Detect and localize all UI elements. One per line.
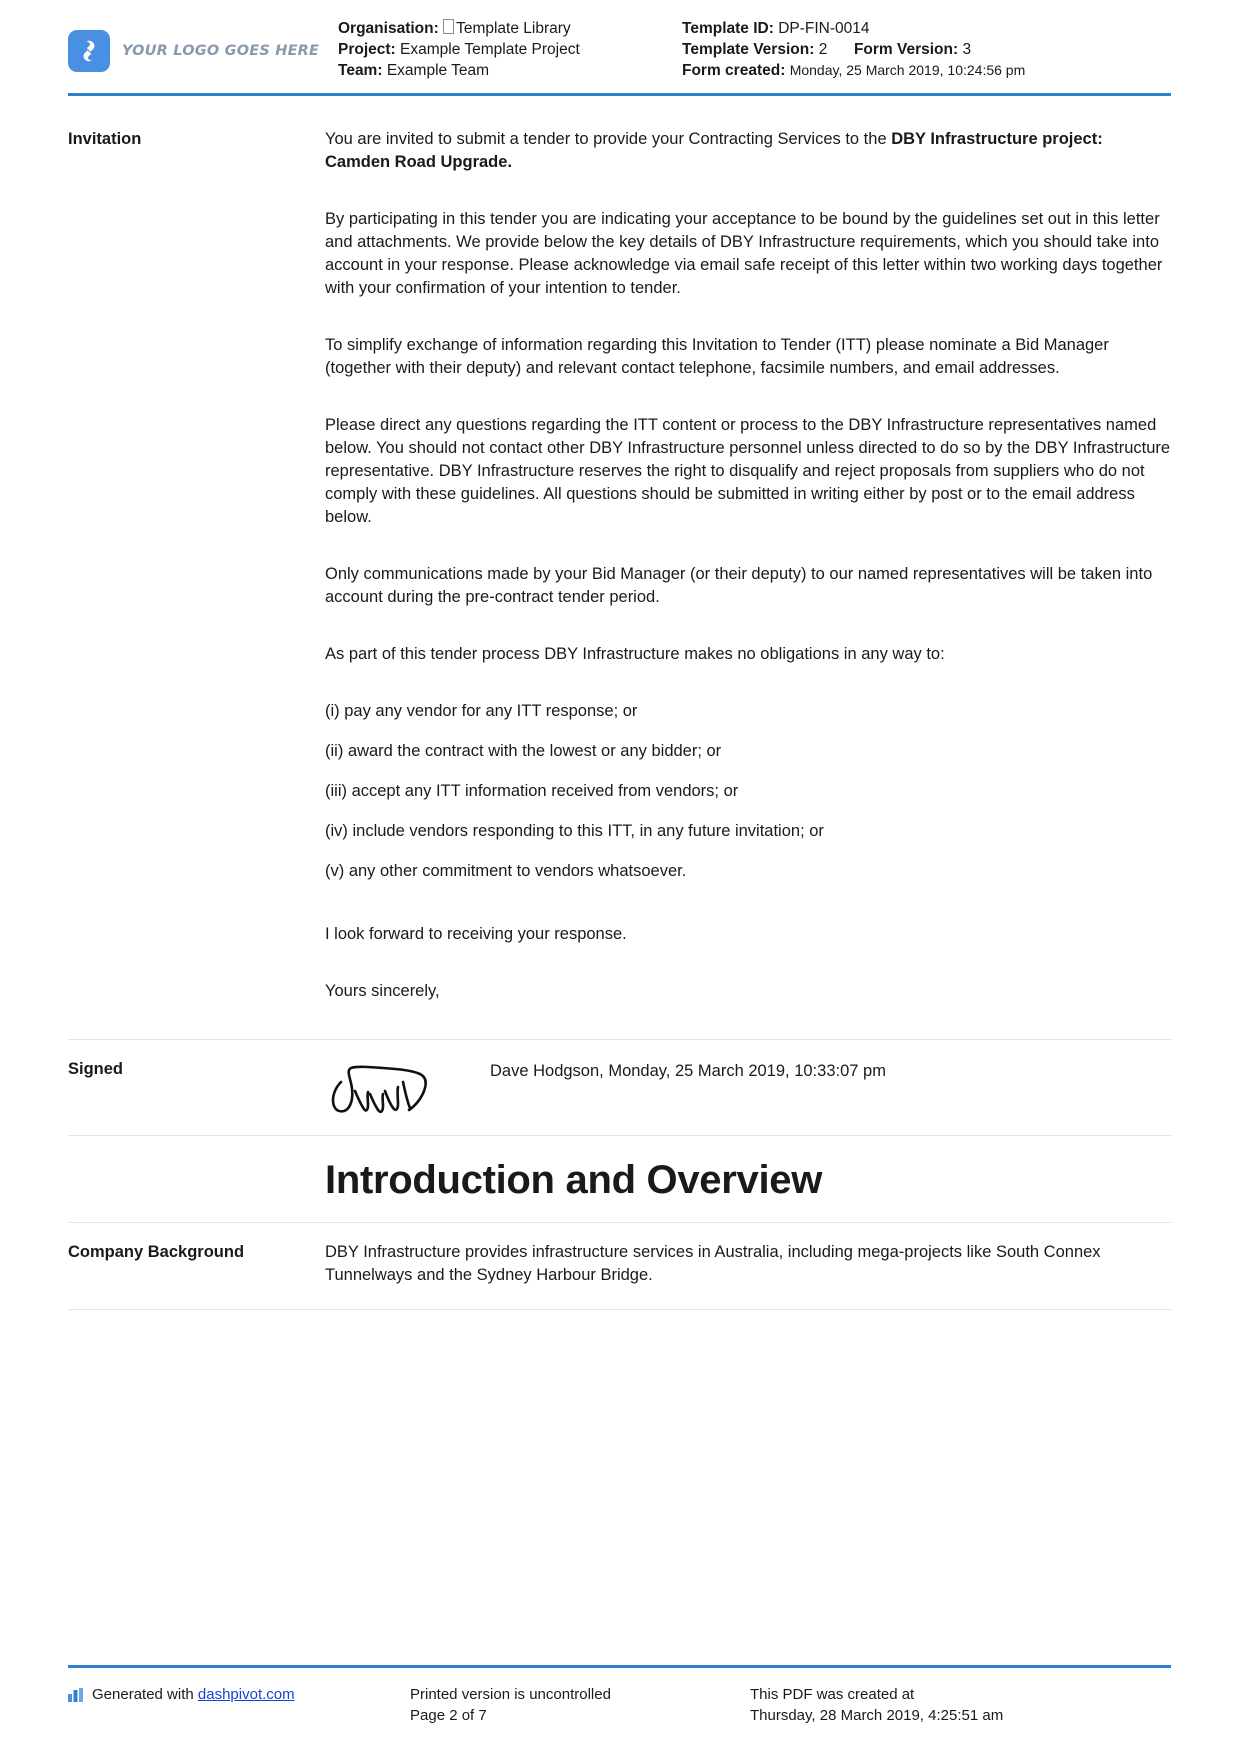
header-meta-right <box>682 18 1171 81</box>
company-background-label: Company Background <box>68 1243 245 1261</box>
bar-chart-icon <box>68 1687 84 1708</box>
form-created-line <box>682 60 1171 81</box>
project-value: Example Template Project <box>400 41 580 58</box>
template-id-value: DP-FIN-0014 <box>778 20 870 37</box>
footer-created-line-1: This PDF was created at <box>750 1686 915 1703</box>
footer-generated-with <box>68 1684 410 1726</box>
dashpivot-s-logo-icon <box>68 30 110 72</box>
footer-generated-text <box>92 1684 295 1705</box>
page-title: Introduction and Overview <box>325 1158 823 1202</box>
template-id-line <box>682 18 1171 39</box>
invitation-paragraph-5: Only communications made by your Bid Manager (or their deputy) to our named representatives will be taken into account during the pre-contract tender period. <box>325 565 1153 606</box>
footer-columns <box>68 1684 1171 1726</box>
header-meta-left <box>338 18 682 81</box>
footer-page-number: Page 2 of 7 <box>410 1707 487 1724</box>
organisation-value: Template Library <box>456 20 571 37</box>
footer-generated-prefix: Generated with <box>92 1686 198 1703</box>
document-header <box>68 0 1171 93</box>
invitation-paragraph-6: As part of this tender process DBY Infrastructure makes no obligations in any way to: <box>325 645 945 663</box>
team-label: Team: <box>338 62 383 79</box>
overview-heading-spacer <box>68 1156 325 1204</box>
company-background-body <box>325 1241 1171 1287</box>
organisation-line <box>338 18 682 39</box>
signed-label: Signed <box>68 1060 124 1078</box>
invitation-closing: Yours sincerely, <box>325 982 440 1000</box>
invitation-paragraph-1 <box>325 128 1171 174</box>
document-footer <box>68 1665 1171 1726</box>
template-id-label: Template ID: <box>682 20 774 37</box>
invitation-paragraph-3: To simplify exchange of information regarding this Invitation to Tender (ITT) please nominate a Bid Manager (together with their deputy) and relevant contact telephone, facsimile numbers, and email addresses. <box>325 336 1109 377</box>
handwritten-signature-icon <box>325 1058 490 1125</box>
missing-glyph-icon <box>443 19 454 34</box>
overview-heading-row <box>68 1136 1171 1222</box>
footer-created-line-2: Thursday, 28 March 2019, 4:25:51 am <box>750 1707 1004 1724</box>
footer-printed-line-1: Printed version is uncontrolled <box>410 1686 611 1703</box>
invitation-section <box>68 96 1171 1039</box>
invitation-paragraph-4: Please direct any questions regarding the ITT content or process to the DBY Infrastructure representatives named below. You should not contact other DBY Infrastructure personnel unless directed to do so by the DBY Infrastructure representative. DBY Infrastructure reserves the right to disqualify and reject proposals from suppliers who do not comply with these guidelines. All questions should be submitted in writing either by post or to the email address below. <box>325 416 1171 526</box>
footer-created-info <box>750 1684 1171 1726</box>
template-version-label: Template Version: <box>682 41 815 58</box>
obligation-item: (iv) include vendors responding to this ITT, in any future invitation; or <box>325 822 824 840</box>
version-line <box>682 39 1171 60</box>
form-version-value: 3 <box>962 41 972 58</box>
invitation-para1-bold: DBY Infrastructure project: Camden Road Upgrade. <box>325 130 1103 171</box>
obligation-item: (iii) accept any ITT information received from vendors; or <box>325 782 739 800</box>
obligation-item: (i) pay any vendor for any ITT response; or <box>325 702 638 720</box>
logo-block <box>68 18 338 72</box>
signed-section <box>68 1040 1171 1135</box>
organisation-label: Organisation: <box>338 20 439 37</box>
dashpivot-link[interactable]: dashpivot.com <box>197 1686 295 1703</box>
footer-divider <box>68 1665 1171 1668</box>
form-version-label: Form Version: <box>853 41 959 58</box>
project-line <box>338 39 682 60</box>
invitation-paragraph-2: By participating in this tender you are indicating your acceptance to be bound by the guidelines set out in this letter and attachments. We provide below the key details of DBY Infrastructure requirements, which you should take into account in your response. Please acknowledge via email safe receipt of this letter within two working days together with your confirmation of your intention to tender. <box>325 210 1163 297</box>
invitation-paragraph-7: I look forward to receiving your response. <box>325 925 627 943</box>
team-value: Example Team <box>386 62 490 79</box>
signed-name-and-date: Dave Hodgson, Monday, 25 March 2019, 10:33:07 pm <box>490 1062 886 1080</box>
form-created-label: Form created: <box>682 62 786 79</box>
invitation-body <box>325 128 1171 1031</box>
invitation-label: Invitation <box>68 130 142 148</box>
logo-placeholder-text: YOUR LOGO GOES HERE <box>122 43 320 59</box>
company-background-divider-bottom <box>68 1309 1171 1310</box>
team-line <box>338 60 682 81</box>
project-label: Project: <box>338 41 396 58</box>
company-background-section <box>68 1223 1171 1309</box>
footer-printed-info <box>410 1684 750 1726</box>
template-version-value: 2 <box>818 41 828 58</box>
obligation-item: (v) any other commitment to vendors whatsoever. <box>325 862 687 880</box>
form-created-value: Monday, 25 March 2019, 10:24:56 pm <box>789 62 1026 78</box>
invitation-para1-plain: You are invited to submit a tender to provide your Contracting Services to the <box>325 130 892 148</box>
obligation-item: (ii) award the contract with the lowest or any bidder; or <box>325 742 722 760</box>
company-background-text: DBY Infrastructure provides infrastructure services in Australia, including mega-projects like South Connex Tunnelways and the Sydney Harbour Bridge. <box>325 1243 1101 1284</box>
